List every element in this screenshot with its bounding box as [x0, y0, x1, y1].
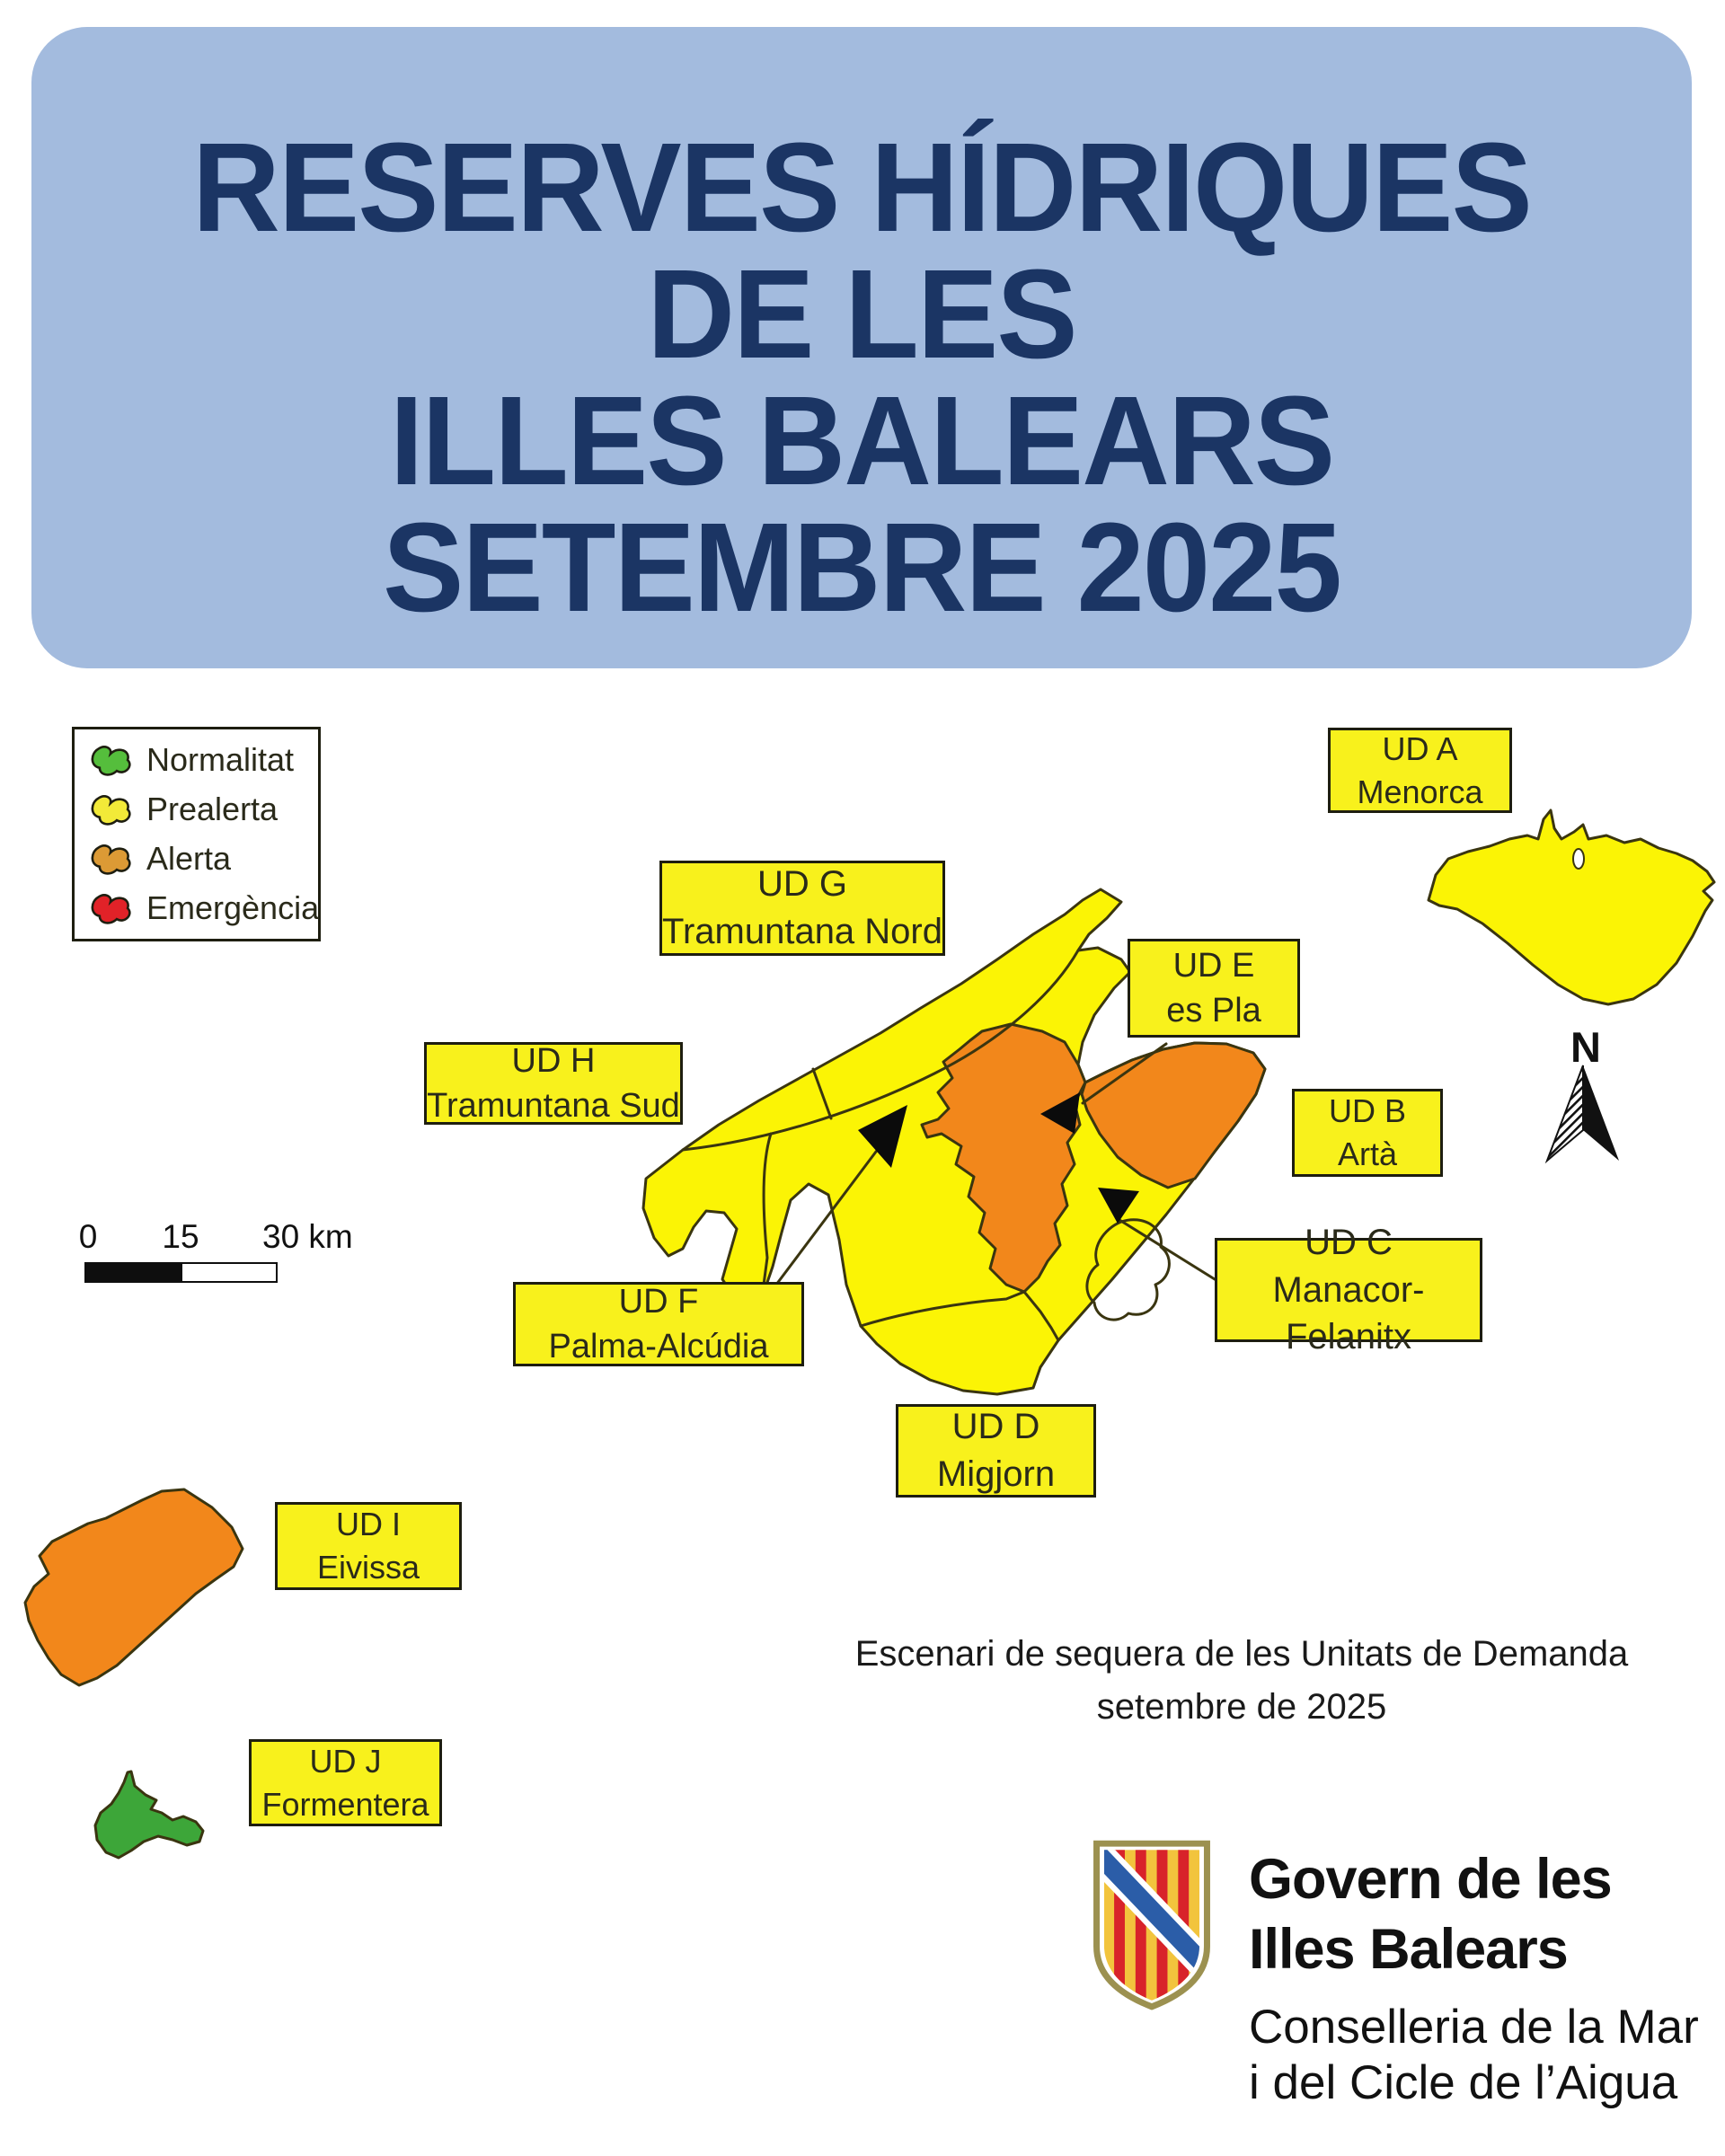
title-line-1: RESERVES HÍDRIQUES [192, 116, 1531, 258]
ud-code: UD E [1172, 946, 1255, 985]
logo-dept-line-1: Conselleria de la Mar [1249, 2001, 1699, 2054]
ud-code: UD J [309, 1742, 382, 1780]
label-ud-g [659, 861, 945, 956]
ud-code: UD D [951, 1407, 1040, 1447]
ud-code: UD G [757, 864, 847, 905]
ud-name: Tramuntana Sud [427, 1087, 680, 1125]
legend-label: Alerta [146, 840, 232, 877]
ud-name: Formentera [261, 1785, 429, 1823]
scale-tick-30: 30 km [262, 1218, 353, 1255]
scale-tick-15: 15 [162, 1218, 199, 1255]
caption-line-1: Escenari de sequera de les Unitats de Demanda [854, 1634, 1629, 1674]
legend-label: Emergència [146, 889, 320, 926]
label-ud-f [513, 1282, 804, 1366]
island-menorca [1429, 810, 1714, 1004]
ud-name: Migjorn [936, 1454, 1056, 1494]
caption-line-2: setembre de 2025 [1096, 1687, 1387, 1727]
ud-name: Eivissa [316, 1549, 420, 1586]
label-ud-e [1128, 939, 1300, 1038]
legend-label: Normalitat [146, 741, 295, 778]
scale-tick-0: 0 [78, 1218, 98, 1255]
logo-org-line-1: Govern de les [1249, 1848, 1612, 1911]
island-formentera [95, 1772, 203, 1858]
label-ud-c [1215, 1222, 1482, 1357]
ud-name: Menorca [1357, 773, 1483, 810]
logo-org-line-2: Illes Balears [1249, 1918, 1568, 1981]
label-ud-d [896, 1404, 1096, 1498]
ud-code: UD C [1305, 1222, 1393, 1262]
label-ud-b [1292, 1089, 1443, 1177]
logo-dept-line-2: i del Cicle de l’Aigua [1249, 2056, 1678, 2109]
label-ud-i [275, 1502, 462, 1590]
north-arrow-icon [1547, 1065, 1619, 1161]
legend-label: Prealerta [146, 791, 279, 827]
ud-code: UD B [1328, 1092, 1406, 1130]
ud-code: UD A [1382, 729, 1458, 767]
north-label: N [1570, 1023, 1601, 1071]
island-eivissa [25, 1489, 243, 1685]
title-line-4: SETEMBRE 2025 [383, 496, 1340, 638]
title-line-3: ILLES BALEARS [389, 369, 1334, 511]
govern-shield-icon [1089, 1840, 1215, 2010]
label-ud-h [424, 1042, 683, 1125]
ud-name: Tramuntana Nord [662, 912, 942, 951]
title-line-2: DE LES [647, 243, 1076, 384]
ud-code: UD I [336, 1506, 401, 1543]
ud-code: UD H [511, 1041, 596, 1080]
ud-code: UD F [618, 1282, 699, 1321]
ud-name: es Pla [1166, 992, 1261, 1029]
label-ud-a [1328, 728, 1512, 813]
ud-name: Artà [1337, 1135, 1398, 1172]
ud-name: Manacor-Felanitx [1272, 1269, 1425, 1357]
label-ud-j [249, 1739, 442, 1826]
menorca-lagoon [1573, 849, 1584, 869]
ud-name: Palma-Alcúdia [548, 1328, 769, 1365]
